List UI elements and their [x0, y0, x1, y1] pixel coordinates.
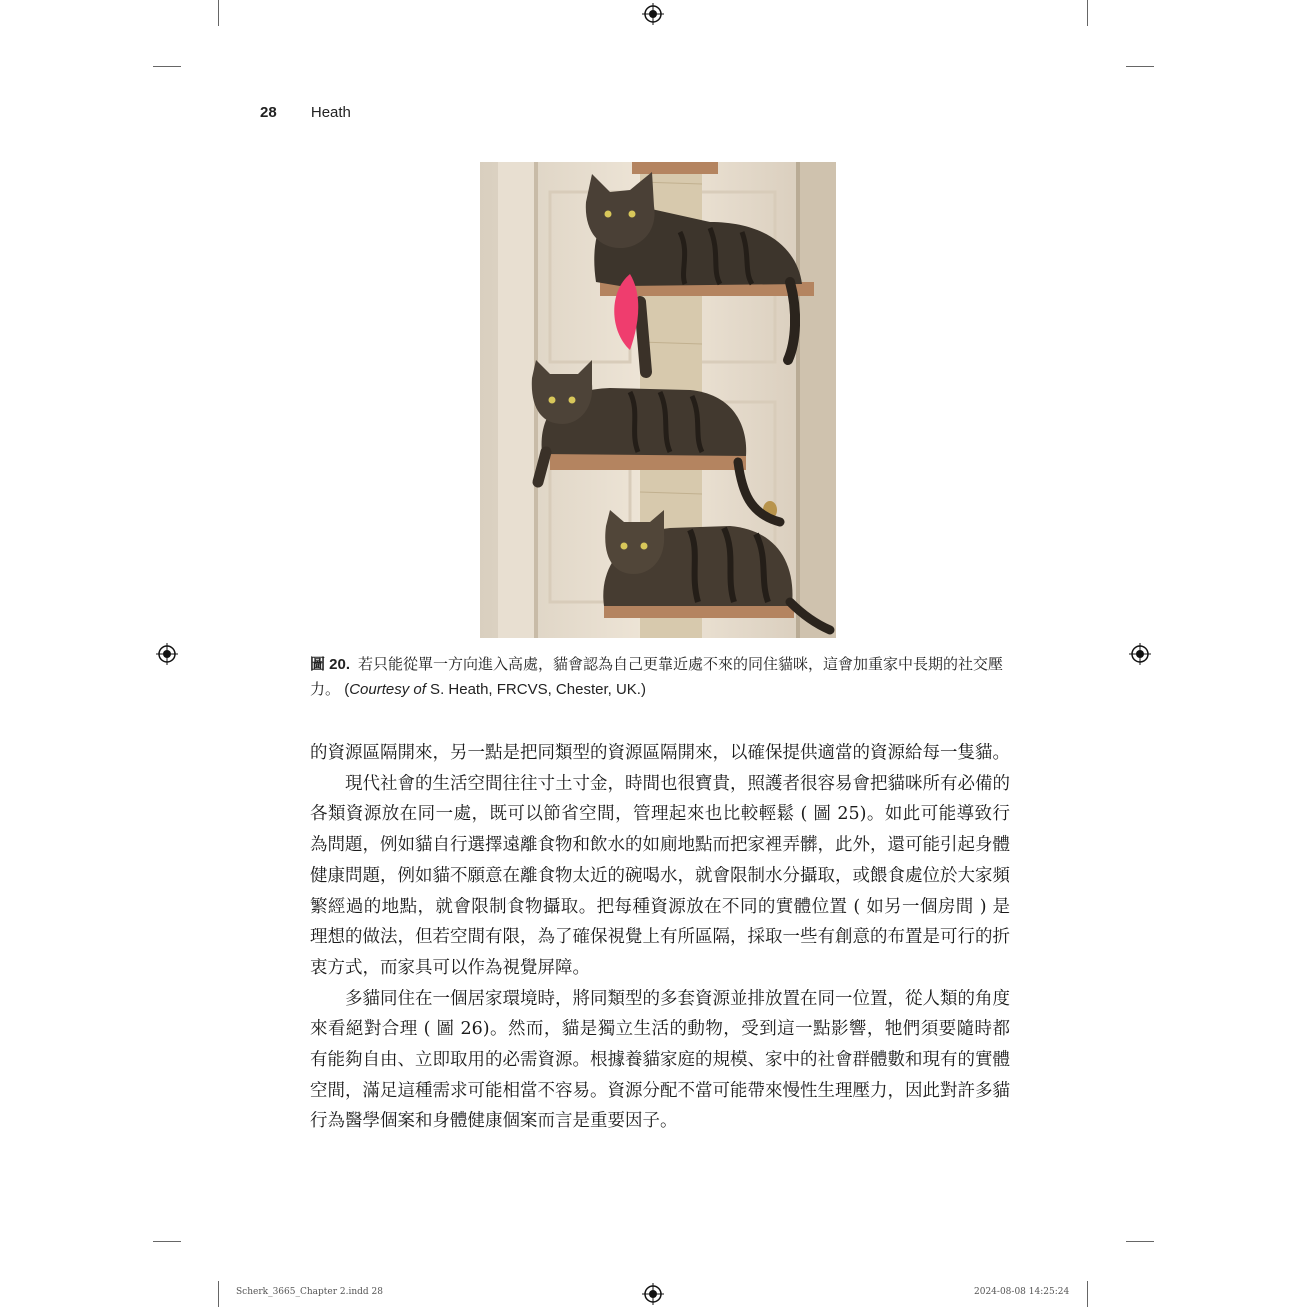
- crop-mark-left-upper: [153, 66, 181, 67]
- figure-label: 圖 20.: [310, 656, 351, 673]
- paragraph: 的資源區隔開來，另一點是把同類型的資源區隔開來，以確保提供適當的資源給每一隻貓。: [310, 743, 1010, 763]
- figure-caption-text: 若只能從單一方向進入高處，貓會認為自己更靠近處不來的同住貓咪，這會加重家中長期的社交壓力。: [310, 656, 1004, 698]
- figure-credit-open: (: [344, 681, 350, 698]
- crop-mark-right-lower: [1126, 1241, 1154, 1242]
- crop-mark-bottom-left: [218, 1281, 219, 1307]
- registration-mark-icon: [1129, 643, 1151, 665]
- crop-mark-top-right: [1087, 0, 1088, 26]
- running-head: [260, 104, 351, 121]
- crop-mark-left-lower: [153, 1241, 181, 1242]
- paragraph: 多貓同住在一個居家環境時，將同類型的多套資源並排放置在同一位置，從人類的角度來看絕對合理 ( 圖 26)。然而，貓是獨立生活的動物，受到這一點影響，牠們須要隨時都有能夠自由、立即取用的必需資源。根據養貓家庭的規模、家中的社會群體數和現有的實體空間，滿足這種需求可能相當不容易。資源分配不當可能帶來慢性生理壓力，因此對許多貓行為醫學個案和身體健康個案而言是重要因子。: [310, 988, 1010, 1132]
- paragraph: 現代社會的生活空間往往寸土寸金，時間也很寶貴，照護者很容易會把貓咪所有必備的各類資源放在同一處，既可以節省空間，管理起來也比較輕鬆 ( 圖 25)。如此可能導致行為問題，例如貓自行選擇遠離食物和飲水的如廁地點而把家裡弄髒，此外，還可能引起身體健康問題，例如貓不願意在離食物太近的碗喝水，就會限制水分攝取，或餵食處位於大家頻繁經過的地點，就會限制食物攝取。把每種資源放在不同的實體位置 ( 如另一個房間 ) 是理想的做法，但若空間有限，為了確保視覺上有所區隔，採取一些有創意的布置是可行的折衷方式，而家具可以作為視覺屏障。: [310, 773, 1010, 978]
- crop-mark-right-upper: [1126, 66, 1154, 67]
- running-head-author: Heath: [310, 104, 351, 121]
- registration-mark-icon: [642, 1283, 664, 1305]
- figure-caption: [310, 652, 1010, 702]
- figure-credit-italic: Courtesy of: [349, 681, 426, 698]
- page-number: 28: [260, 104, 277, 121]
- body-text: [310, 738, 1010, 1137]
- registration-mark-icon: [642, 3, 664, 25]
- cats-on-wall-shelves-photo: [480, 162, 836, 638]
- crop-mark-top-left: [218, 0, 219, 26]
- slug-timestamp: 2024-08-08 14:25:24: [974, 1287, 1070, 1297]
- crop-mark-bottom-right: [1087, 1281, 1088, 1307]
- slug-file-name: Scherk_3665_Chapter 2.indd 28: [236, 1287, 384, 1297]
- figure-credit-rest: S. Heath, FRCVS, Chester, UK.): [425, 681, 646, 698]
- registration-mark-icon: [156, 643, 178, 665]
